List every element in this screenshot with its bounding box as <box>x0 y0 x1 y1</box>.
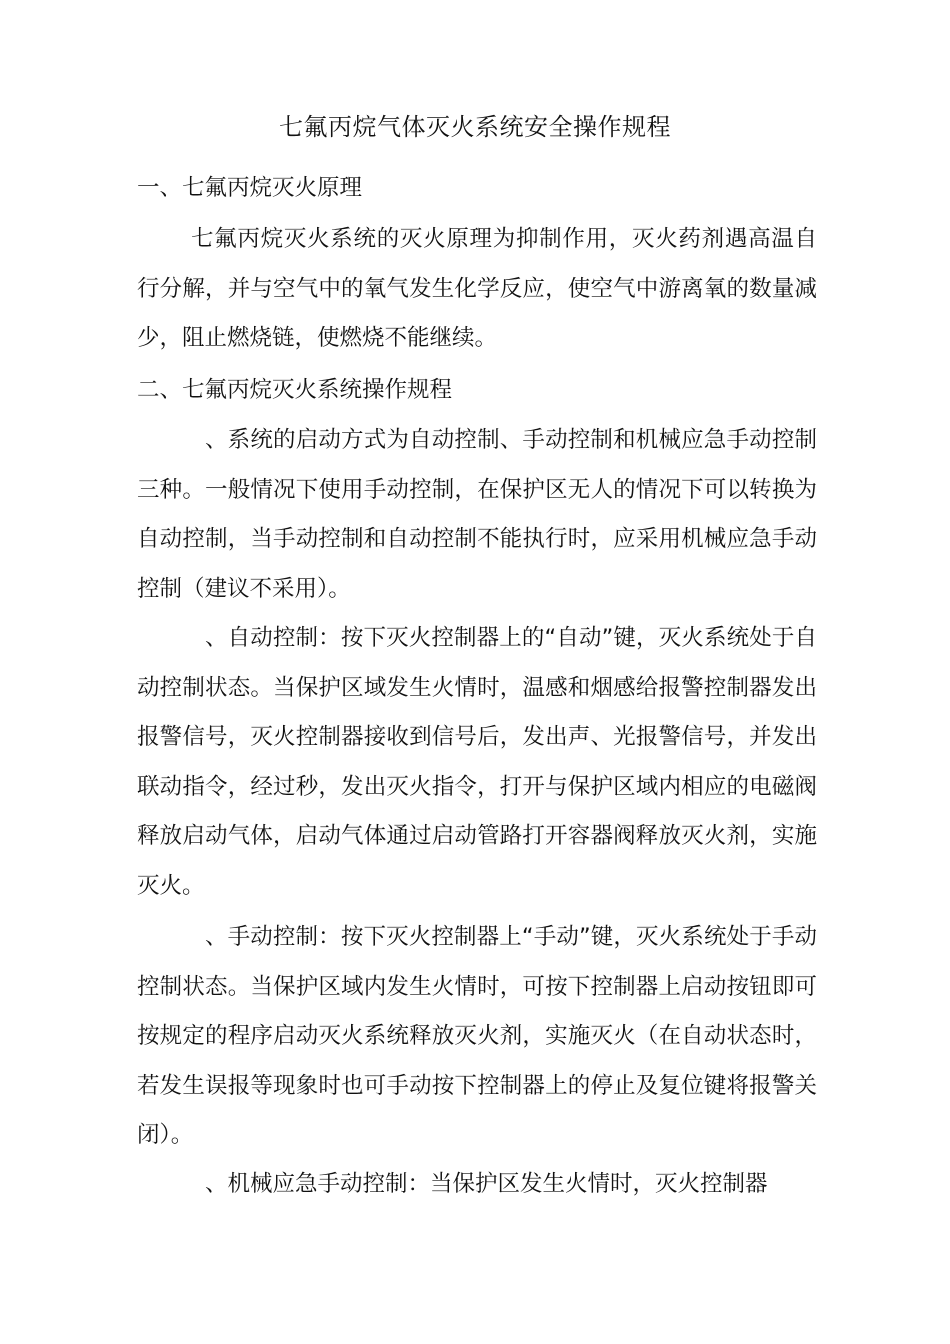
paragraph-automatic-control: 、自动控制：按下灭火控制器上的“自动”键，灭火系统处于自动控制状态。当保护区域发生火情时，温感和烟感给报警控制器发出报警信号，灭火控制器接收到信号后，发出声、光报警信号，并发出联动指令，经过秒，发出灭火指令，打开与保护区域内相应的电磁阀释放启动气体，启动气体通过启动管路打开容器阀释放灭火剂，实施灭火。 <box>137 625 817 899</box>
paragraph-startup-modes: 、系统的启动方式为自动控制、手动控制和机械应急手动控制三种。一般情况下使用手动控制，在保护区无人的情况下可以转换为自动控制，当手动控制和自动控制不能执行时，应采用机械应急手动控制（建议不采用）。 <box>137 427 817 602</box>
paragraph-mechanical-emergency-control: 、机械应急手动控制：当保护区发生火情时，灭火控制器 <box>205 1171 768 1197</box>
paragraph-manual-control: 、手动控制：按下灭火控制器上“手动”键，灭火系统处于手动控制状态。当保护区域内发生火情时，可按下控制器上启动按钮即可按规定的程序启动灭火系统释放灭火剂，实施灭火（在自动状态时，若发生误报等现象时也可手动按下控制器上的停止及复位键将报警关闭）。 <box>137 924 817 1148</box>
section-heading-principle: 一、七氟丙烷灭火原理 <box>137 175 363 201</box>
document-title: 七氟丙烷气体灭火系统安全操作规程 <box>279 113 671 141</box>
section-heading-procedure: 二、七氟丙烷灭火系统操作规程 <box>137 377 453 403</box>
paragraph-principle: 七氟丙烷灭火系统的灭火原理为抑制作用，灭火药剂遇高温自行分解，并与空气中的氧气发生化学反应，使空气中游离氧的数量减少，阻止燃烧链，使燃烧不能继续。 <box>137 226 817 351</box>
